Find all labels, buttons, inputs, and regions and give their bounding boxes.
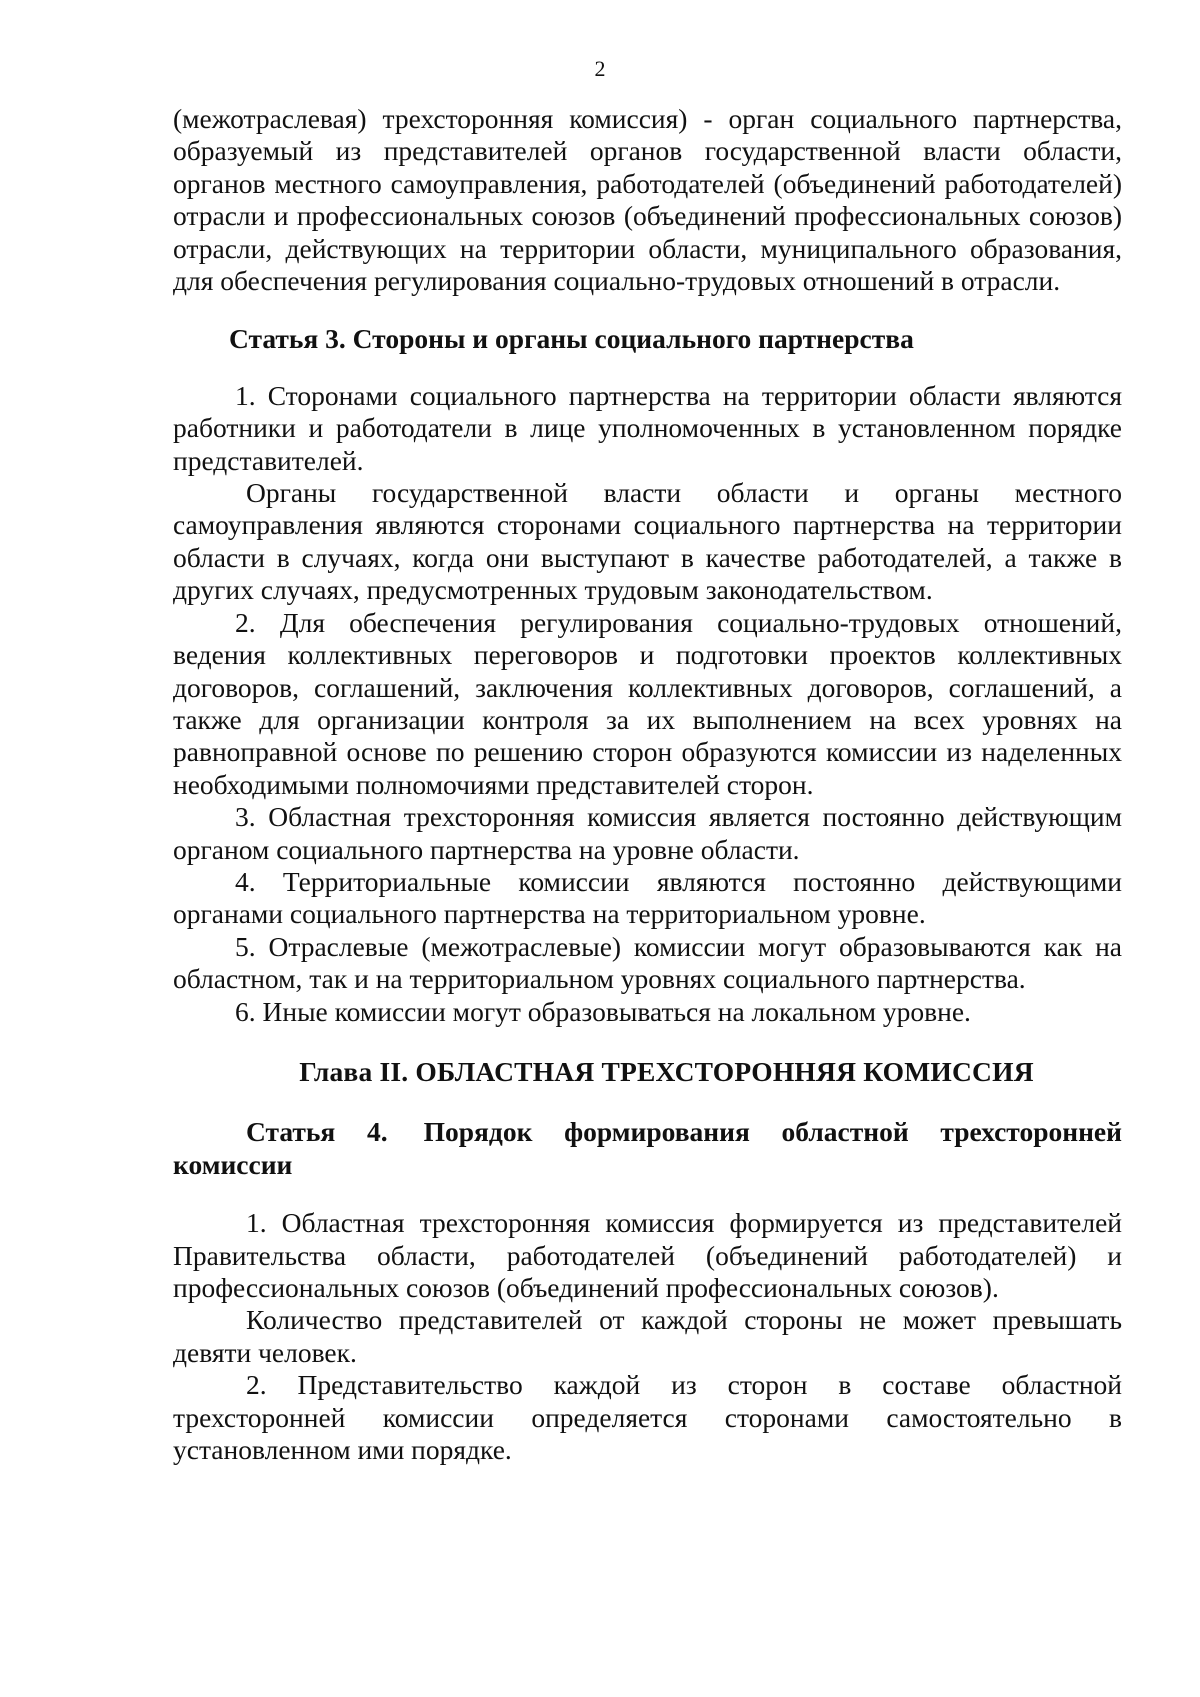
article-4-number: Статья 4. — [246, 1116, 388, 1148]
article-3-paragraph-2: Органы государственной власти области и органы местного самоуправления являются сторонами социального партнерства на территории области в случаях, когда они выступают в качестве работодателей, а также в других случаях, предусмотренных трудовым законодательством. — [173, 477, 1122, 606]
article-3-paragraph-1: 1. Сторонами социального партнерства на территории области являются работники и работодатели в лице уполномоченных в установленном порядке представителей. — [173, 379, 1122, 476]
article-4-title — [173, 1116, 1122, 1181]
article-3-paragraph-3: 2. Для обеспечения регулирования социально-трудовых отношений, ведения коллективных переговоров и подготовки проектов коллективных договоров, соглашений, заключения коллективных договоров, соглашений, а также для организации контроля за их выполнением на всех уровнях на равноправной основе по решению сторон образуются комиссии из наделенных необходимыми полномочиями представителей сторон. — [173, 606, 1122, 800]
article-4-heading: Порядок формирования областной трехсторонней комиссии — [173, 1116, 1122, 1180]
article-4-paragraph-3: 2. Представительство каждой из сторон в составе областной трехсторонней комиссии определяется сторонами самостоятельно в установленном ими порядке. — [173, 1369, 1122, 1466]
document-body — [173, 103, 1122, 1466]
article-3-paragraph-7: 6. Иные комиссии могут образовываться на локальном уровне. — [235, 995, 971, 1027]
article-3-paragraph-4: 3. Областная трехсторонняя комиссия является постоянно действующим органом социального партнерства на уровне области. — [173, 801, 1122, 865]
article-4-paragraph-2: Количество представителей от каждой стороны не может превышать девяти человек. — [173, 1304, 1122, 1368]
article-4-paragraph-1: 1. Областная трехсторонняя комиссия формируется из представителей Правительства области, работодателей (объединений работодателей) и профессиональных союзов (объединений профессиональных союзов). — [173, 1207, 1122, 1303]
chapter-2-title: Глава II. ОБЛАСТНАЯ ТРЕХСТОРОННЯЯ КОМИССИЯ — [299, 1055, 1034, 1087]
page-number: 2 — [594, 56, 606, 81]
article-3-paragraph-5: 4. Территориальные комиссии являются постоянно действующими органами социального партнерства на территориальном уровне. — [173, 865, 1122, 930]
article-3-paragraph-6: 5. Отраслевые (межотраслевые) комиссии могут образовываются как на областном, так и на территориальном уровнях социального партнерства. — [173, 930, 1122, 995]
intro-paragraph: (межотраслевая) трехсторонняя комиссия) - орган социального партнерства, образуемый из представителей органов государственной власти области, органов местного самоуправления, работодателей (объединений работодателей) отрасли и профессиональных союзов (объединений профессиональных союзов) отрасли, действующих на территории области, муниципального образования, для обеспечения регулирования социально-трудовых отношений в отрасли. — [173, 103, 1122, 297]
article-3-title: Статья 3. Стороны и органы социального партнерства — [229, 323, 914, 355]
